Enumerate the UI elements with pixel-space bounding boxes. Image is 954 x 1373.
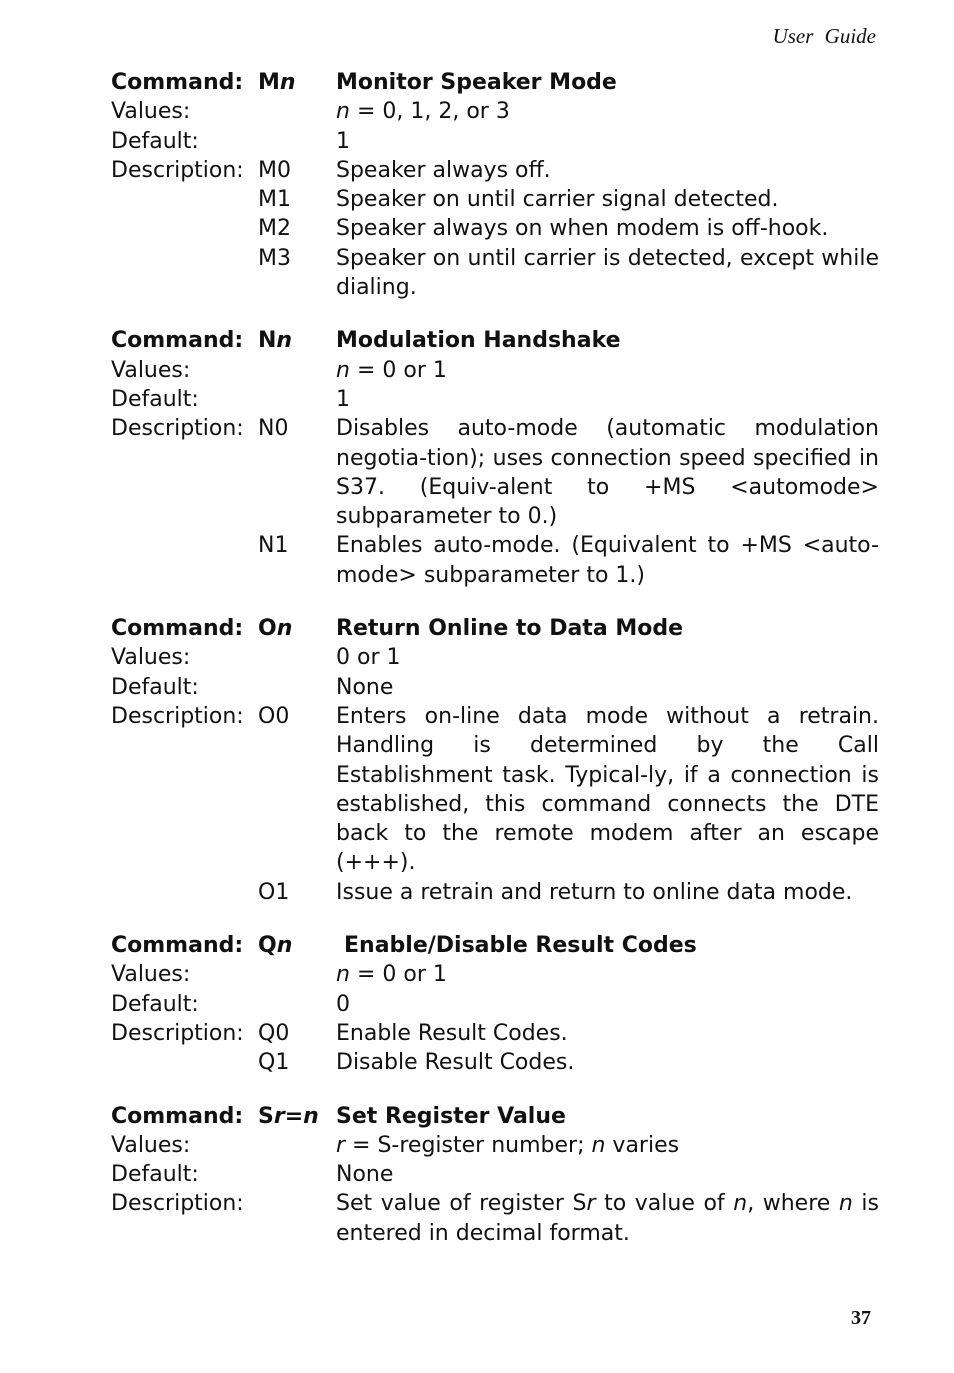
command-block-q — [111, 931, 879, 1077]
command-row — [111, 68, 879, 97]
description-text: Disables auto-mode (automatic modulation negotia-tion); uses connection speed specified in S37. (Equiv-alent to +MS <automode> subparameter to 0.) — [336, 416, 879, 530]
values-text: n = 0 or 1 — [336, 357, 447, 383]
command-title: Monitor Speaker Mode — [336, 70, 617, 95]
values-row — [111, 960, 879, 989]
values-label: Values: — [111, 357, 191, 383]
command-row — [111, 326, 879, 355]
command-label: Command: — [111, 70, 244, 95]
default-label: Default: — [111, 1162, 199, 1188]
default-value: None — [336, 1162, 394, 1188]
command-title: Set Register Value — [336, 1103, 566, 1129]
values-label: Values: — [111, 1132, 191, 1158]
description-code: N0 — [258, 416, 289, 442]
default-row — [111, 127, 879, 156]
description-code: O1 — [258, 879, 290, 905]
description-row — [111, 702, 879, 878]
description-code: M1 — [258, 187, 291, 213]
values-text: 0 or 1 — [336, 645, 401, 671]
description-text: Enters on-line data mode without a retrain. Handling is determined by the Call Establishment task. Typical-ly, if a connection is established, this command connects the DTE back to the remote modem after an escape (+++). — [336, 703, 879, 876]
values-text: r = S-register number; n varies — [336, 1132, 680, 1158]
running-head: User Guide — [772, 24, 876, 48]
default-row — [111, 1160, 879, 1189]
description-label: Description: — [111, 157, 244, 183]
default-value: None — [336, 674, 394, 700]
command-code: Nn — [258, 328, 293, 354]
default-row — [111, 673, 879, 702]
command-label: Command: — [111, 1103, 244, 1129]
page-number: 37 — [851, 1307, 871, 1329]
command-block-n — [111, 326, 879, 590]
values-label: Values: — [111, 962, 191, 988]
values-row — [111, 97, 879, 126]
command-title: Return Online to Data Mode — [336, 616, 683, 642]
description-row — [111, 878, 879, 907]
values-text: n = 0, 1, 2, or 3 — [336, 99, 510, 125]
description-text: Issue a retrain and return to online data mode. — [336, 879, 853, 905]
description-label: Description: — [111, 1191, 244, 1217]
command-label: Command: — [111, 328, 244, 354]
description-code: O0 — [258, 703, 290, 729]
values-text: n = 0 or 1 — [336, 962, 447, 988]
default-value: 1 — [336, 128, 350, 154]
default-label: Default: — [111, 386, 199, 412]
command-block-o — [111, 614, 879, 907]
command-reference — [111, 68, 879, 1272]
description-code: N1 — [258, 533, 289, 559]
description-row — [111, 531, 879, 590]
default-label: Default: — [111, 128, 199, 154]
description-row — [111, 414, 879, 531]
description-code: Q1 — [258, 1050, 290, 1076]
description-label: Description: — [111, 703, 244, 729]
command-row — [111, 614, 879, 643]
description-row — [111, 1048, 879, 1077]
command-block-m — [111, 68, 879, 302]
command-row — [111, 1102, 879, 1131]
description-row — [111, 244, 879, 303]
description-row — [111, 1019, 879, 1048]
default-value: 1 — [336, 386, 350, 412]
values-row — [111, 356, 879, 385]
description-text: Enables auto-mode. (Equivalent to +MS <auto-mode> subparameter to 1.) — [336, 533, 879, 588]
command-code: Qn — [258, 933, 293, 959]
description-text: Speaker on until carrier signal detected. — [336, 187, 779, 213]
description-label: Description: — [111, 1020, 244, 1046]
default-row — [111, 385, 879, 414]
values-row — [111, 643, 879, 672]
description-row — [111, 1189, 879, 1248]
description-text: Enable Result Codes. — [336, 1020, 568, 1046]
command-title: Enable/Disable Result Codes — [344, 933, 697, 959]
default-label: Default: — [111, 674, 199, 700]
description-text: Speaker always on when modem is off-hook. — [336, 216, 829, 242]
default-row — [111, 990, 879, 1019]
default-value: 0 — [336, 991, 350, 1017]
command-label: Command: — [111, 933, 244, 959]
values-row — [111, 1131, 879, 1160]
description-code: Q0 — [258, 1020, 290, 1046]
description-code: M2 — [258, 216, 291, 242]
command-block-s — [111, 1102, 879, 1248]
command-label: Command: — [111, 616, 244, 642]
values-label: Values: — [111, 99, 191, 125]
description-row — [111, 185, 879, 214]
description-row — [111, 156, 879, 185]
command-title: Modulation Handshake — [336, 328, 621, 354]
description-row — [111, 214, 879, 243]
command-code: Mn — [258, 70, 296, 95]
description-code: M0 — [258, 157, 291, 183]
command-code: On — [258, 616, 293, 642]
description-text: Set value of register Sr to value of n, where n is entered in decimal format. — [336, 1191, 879, 1246]
description-text: Disable Result Codes. — [336, 1050, 575, 1076]
description-text: Speaker always off. — [336, 157, 551, 183]
description-label: Description: — [111, 416, 244, 442]
description-text: Speaker on until carrier is detected, except while dialing. — [336, 245, 879, 301]
command-row — [111, 931, 879, 960]
description-code: M3 — [258, 245, 291, 271]
default-label: Default: — [111, 991, 199, 1017]
command-code: Sr=n — [258, 1103, 319, 1129]
values-label: Values: — [111, 645, 191, 671]
